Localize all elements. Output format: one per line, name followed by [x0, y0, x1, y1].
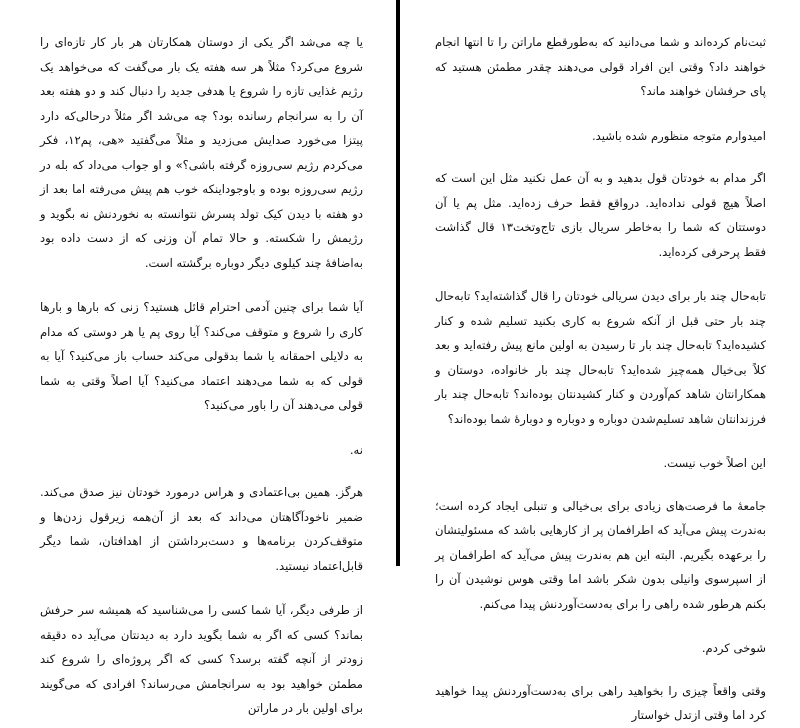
right-paragraph-7: شوخی کردم. — [701, 641, 766, 655]
right-paragraph-1: ثبت‌نام کرده‌اند و شما می‌دانید که به‌طورقطع ماراتن را تا انتها انجام خواهند داد؟ وقتی این افراد قولی می‌دهند چقدر مطمئن هستید که پای حرفشان خواهند ماند؟ — [435, 35, 766, 98]
left-paragraph-2: آیا شما برای چنین آدمی احترام قائل هستید؟ زنی که بارها و بارها کاری را شروع و متوقف می‌کند؟ آیا روی پم یا هر دوستی که مدام به دلایلی احمقانه یا شما بدقولی می‌کند حساب باز می‌کنید؟ آیا به قولی که به شما می‌دهند اعتماد می‌کنید؟ آیا اصلاً وقتی به شما قولی می‌دهند آن را باور می‌کنید؟ — [40, 300, 363, 412]
left-paragraph-4: هرگز. همین بی‌اعتمادی و هراس درمورد خودتان نیز صدق می‌کند. ضمیر ناخودآگاهتان می‌داند که بعد از آن‌همه زیرقول زدن‌ها و متوقف‌کردن برنامه‌ها و دست‌برداشتن از اهدافتان، شما دیگر قابل‌اعتماد نیستید. — [40, 485, 363, 573]
left-page — [0, 0, 397, 715]
right-paragraph-8: وقتی واقعاً چیزی را بخواهید راهی برای به‌دست‌آوردنش پیدا خواهید کرد اما وقتی ازتدل خواستار — [435, 683, 766, 722]
right-paragraph-5: این اصلاً خوب نیست. — [663, 456, 766, 470]
right-page — [397, 0, 800, 722]
right-paragraph-6: جامعهٔ ما فرصت‌های زیادی برای بی‌خیالی و تنبلی ایجاد کرده است؛ به‌ندرت پیش می‌آید که اطرافمان پر از کارهایی باشد که مسئولیتشان را برعهده بگیریم. البته این هم به‌ندرت پیش می‌آید که اطرافمان پر از اسپرسوی وانیلی بدون شکر باشد اما وقتی هوس نوشیدن آن را بکنم هرطور شده راهی را برای به‌دست‌آوردنش پیدا می‌کنم. — [435, 498, 766, 611]
left-paragraph-1: یا چه می‌شد اگر یکی از دوستان همکارتان هر بار کار تازه‌ای را شروع می‌کرد؟ مثلاً هر سه هفته یک بار می‌گفت که می‌خواهد یک رژیم غذایی تازه را شروع یا هدفی جدید را دنبال کند و دو هفته بعد آن را به سرانجام رسانده بود؟ چه می‌شد اگر مثلاً درحالی‌که دارد پیتزا می‌خورد صدایش می‌زدید و مثلاً می‌گفتید «هی، پم۱۲، فکر می‌کردم رژیم سی‌روزه گرفته باشی؟» و او جواب می‌داد که بله در رژیم سی‌روزه بوده و باوجوداینکه خوب هم پیش می‌رفته اما بعد از دو هفته با دیدن کیک تولد پسرش نتوانسته به نخوردنش نه بگوید و رژیمش را شکسته. و حالا تمام آن وزنی که از دست داده بود به‌اضافهٔ چند کیلوی دیگر دوباره برگشته است. — [40, 35, 363, 270]
left-paragraph-3: نه. — [349, 442, 363, 457]
right-paragraph-3: اگر مدام به خودتان قول بدهید و به آن عمل نکنید مثل این است که اصلاً هیچ قولی نداده‌اید. درواقع فقط حرف زده‌اید. مثل پم یا آن دوستتان که شما را به‌خاطر سریال بازی تاج‌وتخت۱۳ قال گذاشت فقط پرحرفی کرده‌اید. — [435, 171, 766, 259]
left-paragraph-5: از طرفی دیگر، آیا شما کسی را می‌شناسید که همیشه سر حرفش بماند؟ کسی که اگر به شما بگوید دارد به دیدنتان می‌آید ده دقیقه زودتر از آنچه گفته برسد؟ کسی که اگر پروژه‌ای را شروع کند مطمئن خواهید بود به سرانجامش می‌رساند؟ افرادی که می‌گویند برای اولین بار در ماراتن — [40, 603, 363, 715]
right-paragraph-4: تابه‌حال چند بار برای دیدن سریالی خودتان را قال گذاشته‌اید؟ تابه‌حال چند بار حتی قبل از آنکه شروع به کاری بکنید تسلیم شده و کنار کشیده‌اید؟ تابه‌حال چند بار تا رسیدن به اولین مانع پیش رفته‌اید و بعد کلاً بی‌خیال همه‌چیز شده‌اید؟ تابه‌حال چند بار خانواده، دوستان و همکارانتان شاهد کم‌آوردن و کنار کشیدنتان بوده‌اند؟ تابه‌حال چند بار فرزندانتان شاهد تسلیم‌شدن دوباره و دوباره و دوبارهٔ شما بوده‌اند؟ — [435, 289, 766, 426]
right-paragraph-2: امیدوارم متوجه منظورم شده باشید. — [591, 128, 766, 143]
